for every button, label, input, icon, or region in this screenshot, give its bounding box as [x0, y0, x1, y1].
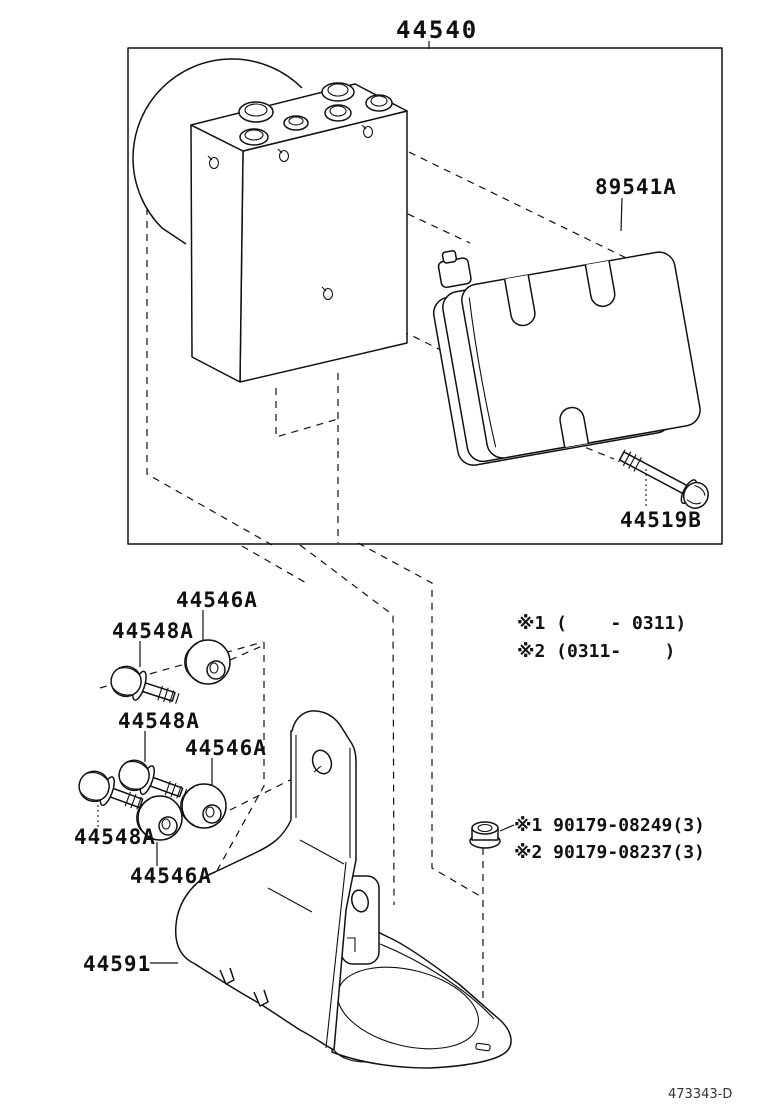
actuator-block — [133, 59, 407, 382]
ecu-cover — [423, 213, 703, 467]
note-nut-spec-1: ※1 90179-08249(3) — [514, 815, 705, 836]
note-applicability-1: ※1 ( - 0311) — [517, 613, 687, 634]
label-44546a-top: 44546A — [176, 588, 258, 612]
note-applicability-2: ※2 (0311- ) — [517, 641, 676, 662]
label-44540: 44540 — [396, 16, 479, 44]
label-44546a-mid: 44546A — [185, 736, 267, 760]
block-right-face — [240, 111, 407, 382]
label-44548a-top: 44548A — [112, 619, 194, 643]
flange-bolt-top — [107, 662, 182, 712]
label-44546a-low: 44546A — [130, 864, 212, 888]
cushion-top — [185, 640, 230, 684]
cushion-mid — [181, 784, 226, 828]
label-44519b: 44519B — [620, 508, 702, 532]
bracket — [176, 711, 511, 1068]
note-nut-spec-2: ※2 90179-08237(3) — [514, 842, 705, 863]
label-44548a-mid: 44548A — [118, 709, 200, 733]
drawing-number: 473343-D — [668, 1087, 733, 1102]
ecu-bolt — [616, 444, 713, 512]
label-44591: 44591 — [83, 952, 152, 976]
block-left-face — [191, 125, 243, 382]
label-89541a: 89541A — [595, 175, 677, 199]
label-44548a-low: 44548A — [74, 825, 156, 849]
flange-nut — [470, 822, 514, 848]
